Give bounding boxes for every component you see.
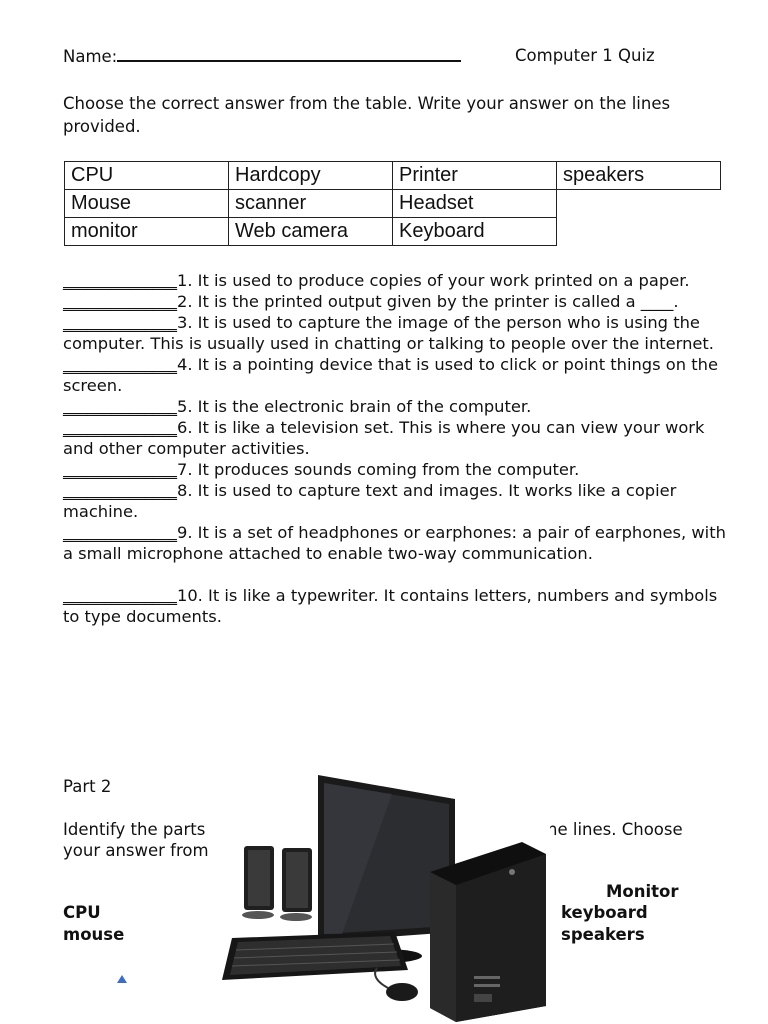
table-cell: monitor xyxy=(65,218,229,246)
mouse-icon xyxy=(375,968,418,1001)
answer-blank[interactable]: ______________ xyxy=(63,397,177,416)
part2-instr-right: he lines. Choose xyxy=(547,820,683,839)
table-cell: Keyboard xyxy=(393,218,557,246)
table-cell: speakers xyxy=(557,162,721,190)
table-cell: Mouse xyxy=(65,190,229,218)
table-cell: Web camera xyxy=(229,218,393,246)
table-row xyxy=(65,162,721,190)
part2-title: Part 2 xyxy=(63,777,112,796)
cpu-tower-icon xyxy=(430,842,546,1022)
answer-blank[interactable]: ______________ xyxy=(63,481,177,500)
question-text: 8. It is used to capture text and images. It works like a copier machine. xyxy=(63,481,677,521)
keyboard-icon xyxy=(222,932,408,980)
table-cell: CPU xyxy=(65,162,229,190)
table-cell: Printer xyxy=(393,162,557,190)
name-label: Name: xyxy=(63,47,118,66)
part2-instr-line2: your answer from xyxy=(63,841,209,860)
quiz-title: Computer 1 Quiz xyxy=(515,46,655,65)
table-cell-empty xyxy=(557,190,721,218)
question-text: 2. It is the printed output given by the printer is called a ____. xyxy=(176,292,679,311)
table-cell: Hardcopy xyxy=(229,162,393,190)
triangle-marker-icon xyxy=(117,975,127,983)
name-blank-line[interactable] xyxy=(117,46,461,62)
answer-blank[interactable]: ______________ xyxy=(63,292,177,311)
question-item xyxy=(63,396,727,417)
instructions: Choose the correct answer from the table. Write your answer on the lines provided. xyxy=(63,94,671,136)
question-text: 1. It is used to produce copies of your work printed on a paper. xyxy=(176,271,690,290)
part2-instr-left: Identify the parts xyxy=(63,820,206,839)
questions-list xyxy=(63,270,727,627)
computer-set-image xyxy=(212,770,550,1024)
question-text: 7. It produces sounds coming from the computer. xyxy=(176,460,580,479)
question-item xyxy=(63,417,727,459)
answer-blank[interactable]: ______________ xyxy=(63,355,177,374)
table-cell-empty xyxy=(557,218,721,246)
answer-blank[interactable]: ______________ xyxy=(63,418,177,437)
question-item xyxy=(63,585,727,627)
answer-blank[interactable]: ______________ xyxy=(63,523,177,542)
question-item xyxy=(63,522,727,564)
choice-keyboard: keyboard xyxy=(561,903,648,922)
choice-monitor: Monitor xyxy=(606,882,679,901)
speakers-icon xyxy=(242,846,312,921)
choice-speakers: speakers xyxy=(561,925,645,944)
choice-cpu: CPU xyxy=(63,903,101,922)
question-text: 10. It is like a typewriter. It contains letters, numbers and symbols to type documents. xyxy=(63,586,718,626)
answer-blank[interactable]: ______________ xyxy=(63,586,177,605)
question-item xyxy=(63,312,727,396)
question-item xyxy=(63,459,727,480)
table-cell: Headset xyxy=(393,190,557,218)
table-cell: scanner xyxy=(229,190,393,218)
name-field xyxy=(63,46,461,66)
question-text: 4. It is a pointing device that is used to click or point things on the screen. xyxy=(63,355,718,395)
question-item xyxy=(63,270,727,312)
answer-blank[interactable]: ______________ xyxy=(63,460,177,479)
question-item xyxy=(63,480,727,522)
question-text: 3. It is used to capture the image of the person who is using the computer. This is usually used in chatting or talking to people over the internet. xyxy=(63,313,714,353)
answer-blank[interactable]: ______________ xyxy=(63,313,177,332)
table-row xyxy=(65,190,721,218)
question-text: 9. It is a set of headphones or earphones: a pair of earphones, with a small microphone attached to enable two-way communication. xyxy=(63,523,726,563)
answer-blank[interactable]: ______________ xyxy=(63,271,177,290)
word-bank-table xyxy=(64,161,721,246)
question-text: 5. It is the electronic brain of the computer. xyxy=(176,397,532,416)
question-text: 6. It is like a television set. This is where you can view your work and other computer activities. xyxy=(63,418,705,458)
choice-mouse: mouse xyxy=(63,925,125,944)
table-row xyxy=(65,218,721,246)
